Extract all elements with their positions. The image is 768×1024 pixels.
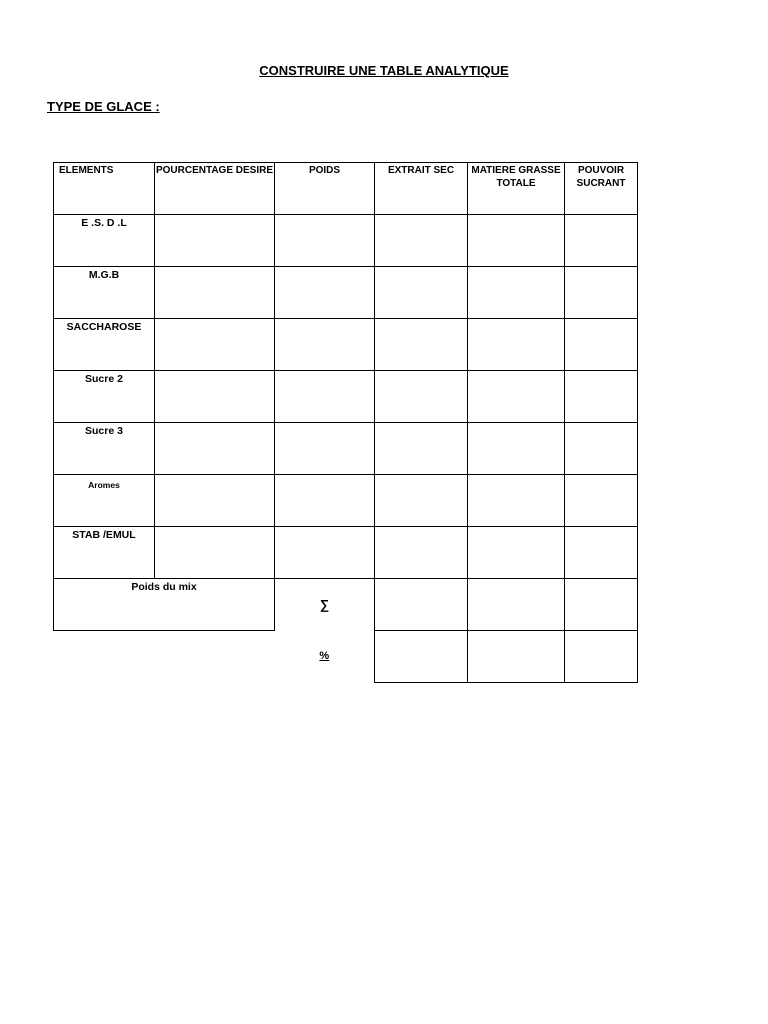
- row-label-sucre-3: Sucre 3: [54, 423, 155, 475]
- cell-pct-total-fat[interactable]: [468, 631, 565, 683]
- table-row: [54, 319, 638, 371]
- page-title: CONSTRUIRE UNE TABLE ANALYTIQUE: [259, 63, 509, 78]
- header-total-fat: MATIERE GRASSE TOTALE: [468, 163, 565, 215]
- cell-dry-extract[interactable]: [375, 215, 468, 267]
- cell-total-fat[interactable]: [468, 319, 565, 371]
- table-row: [54, 215, 638, 267]
- table-row: [54, 371, 638, 423]
- row-label-mgb: M.G.B: [54, 267, 155, 319]
- cell-pct-sweetening-power[interactable]: [565, 631, 638, 683]
- cell-weight[interactable]: [275, 371, 375, 423]
- cell-sweetening-power[interactable]: [565, 215, 638, 267]
- header-elements: ELEMENTS: [54, 163, 155, 215]
- table-row: [54, 423, 638, 475]
- cell-weight[interactable]: [275, 423, 375, 475]
- cell-total-fat[interactable]: [468, 215, 565, 267]
- cell-total-fat[interactable]: [468, 371, 565, 423]
- analytic-table: [53, 162, 638, 683]
- cell-weight[interactable]: [275, 267, 375, 319]
- cell-weight[interactable]: [275, 475, 375, 527]
- cell-weight[interactable]: [275, 319, 375, 371]
- cell-dry-extract[interactable]: [375, 475, 468, 527]
- table-header-row: [54, 163, 638, 215]
- cell-dry-extract[interactable]: [375, 319, 468, 371]
- table-row-mix-total: [54, 579, 638, 631]
- sum-symbol: ∑: [319, 597, 330, 613]
- row-label-aromes: Aromes: [54, 475, 155, 527]
- cell-sweetening-power[interactable]: [565, 527, 638, 579]
- mix-weight-label: Poids du mix: [54, 579, 275, 631]
- cell-percentage[interactable]: [155, 423, 275, 475]
- cell-percentage[interactable]: [155, 267, 275, 319]
- cell-percentage[interactable]: [155, 475, 275, 527]
- table-row: [54, 475, 638, 527]
- cell-sum-dry-extract[interactable]: [375, 579, 468, 631]
- percent-symbol: %: [319, 650, 330, 662]
- ice-type-label: TYPE DE GLACE :: [47, 99, 160, 114]
- cell-percentage[interactable]: [155, 371, 275, 423]
- cell-weight[interactable]: [275, 215, 375, 267]
- cell-total-fat[interactable]: [468, 267, 565, 319]
- cell-sum-sweetening-power[interactable]: [565, 579, 638, 631]
- row-label-sucre-2: Sucre 2: [54, 371, 155, 423]
- empty-area: [54, 631, 275, 683]
- cell-sweetening-power[interactable]: [565, 475, 638, 527]
- cell-sum-total-fat[interactable]: [468, 579, 565, 631]
- cell-weight[interactable]: [275, 527, 375, 579]
- table-row-percent: [54, 631, 638, 683]
- cell-dry-extract[interactable]: [375, 267, 468, 319]
- header-weight: POIDS: [275, 163, 375, 215]
- cell-sweetening-power[interactable]: [565, 423, 638, 475]
- cell-sweetening-power[interactable]: [565, 267, 638, 319]
- cell-dry-extract[interactable]: [375, 423, 468, 475]
- cell-dry-extract[interactable]: [375, 527, 468, 579]
- row-label-esdl: E .S. D .L: [54, 215, 155, 267]
- cell-total-fat[interactable]: [468, 527, 565, 579]
- header-dry-extract: EXTRAIT SEC: [375, 163, 468, 215]
- table-row: [54, 267, 638, 319]
- cell-sweetening-power[interactable]: [565, 371, 638, 423]
- cell-total-fat[interactable]: [468, 475, 565, 527]
- header-sweetening-power: POUVOIR SUCRANT: [565, 163, 638, 215]
- cell-total-fat[interactable]: [468, 423, 565, 475]
- table-row: [54, 527, 638, 579]
- cell-percentage[interactable]: [155, 527, 275, 579]
- cell-percentage[interactable]: [155, 319, 275, 371]
- cell-percentage[interactable]: [155, 215, 275, 267]
- cell-pct-dry-extract[interactable]: [375, 631, 468, 683]
- cell-sweetening-power[interactable]: [565, 319, 638, 371]
- header-desired-percentage: POURCENTAGE DESIRE: [155, 163, 275, 215]
- row-label-saccharose: SACCHAROSE: [54, 319, 155, 371]
- cell-dry-extract[interactable]: [375, 371, 468, 423]
- row-label-stab-emul: STAB /EMUL: [54, 527, 155, 579]
